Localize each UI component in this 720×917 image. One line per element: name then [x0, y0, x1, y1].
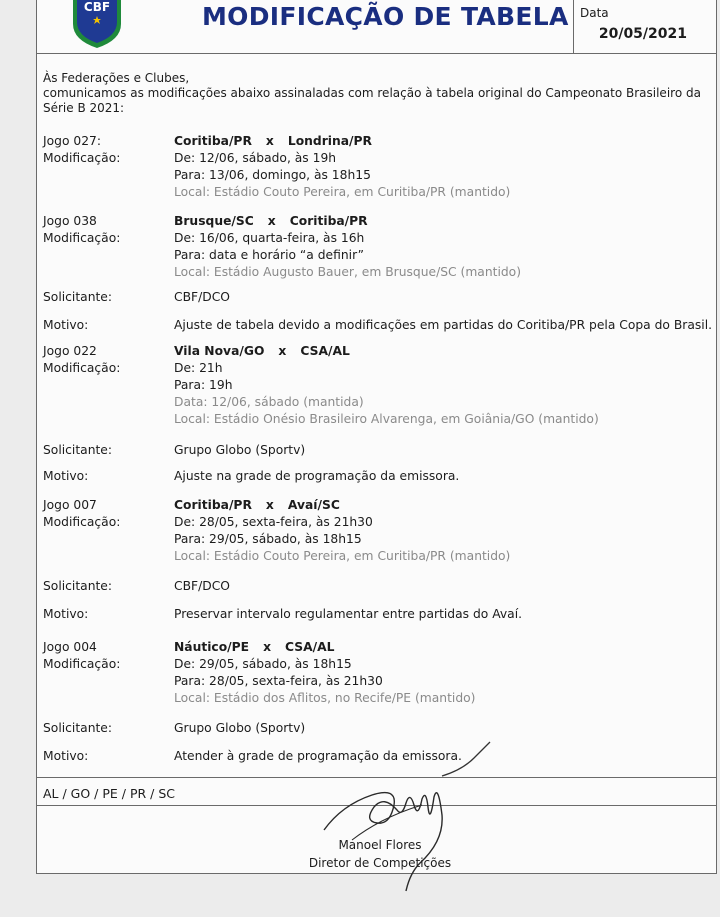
game-label: Jogo 007	[43, 498, 97, 512]
from-line: De: 12/06, sábado, às 19h	[174, 151, 337, 165]
versus-mark: x	[278, 344, 287, 358]
from-line: De: 29/05, sábado, às 18h15	[174, 657, 352, 671]
game-label: Jogo 004	[43, 640, 97, 654]
match-teams	[174, 133, 719, 150]
versus-mark: x	[267, 214, 276, 228]
document-header	[37, 0, 716, 54]
intro-text	[43, 71, 713, 116]
from-line: De: 28/05, sexta-feira, às 21h30	[174, 515, 373, 529]
signer-role: Diretor de Competições	[308, 856, 452, 870]
to-line: Para: 19h	[174, 378, 233, 392]
home-team: Vila Nova/GO	[174, 344, 265, 358]
venue-line: Local: Estádio Onésio Brasileiro Alvarenga, em Goiânia/GO (mantido)	[174, 412, 599, 426]
home-team: Coritiba/PR	[174, 498, 252, 512]
cbf-logo-icon	[67, 0, 127, 48]
away-team: CSA/AL	[285, 640, 335, 654]
venue-line: Local: Estádio dos Aflitos, no Recife/PE (mantido)	[174, 691, 476, 705]
home-team: Náutico/PE	[174, 640, 250, 654]
date-label: Data	[580, 6, 609, 20]
home-team: Brusque/SC	[174, 214, 254, 228]
versus-mark: x	[265, 498, 274, 512]
to-line: Para: data e horário “a definir”	[174, 248, 365, 262]
match-teams	[174, 213, 719, 230]
away-team: Avaí/SC	[287, 498, 340, 512]
game-label: Jogo 027:	[43, 134, 102, 148]
match-teams	[174, 343, 719, 360]
date-kept-line: Data: 12/06, sábado (mantida)	[174, 395, 364, 409]
intro-line-2: comunicamos as modificações abaixo assinaladas com relação à tabela original do Campeonato Brasileiro da Série B 2021:	[43, 86, 701, 115]
match-teams	[174, 497, 719, 514]
modification-label: Modificação:	[43, 515, 121, 529]
federations-list: AL / GO / PE / PR / SC	[43, 786, 175, 801]
signer-name: Manoel Flores	[338, 838, 422, 852]
reason-value: Ajuste de tabela devido a modificações em partidas do Coritiba/PR pela Copa do Brasil.	[174, 318, 713, 332]
venue-line: Local: Estádio Augusto Bauer, em Brusque/SC (mantido)	[174, 265, 522, 279]
page-title: MODIFICAÇÃO DE TABELA	[202, 2, 569, 31]
from-line: De: 16/06, quarta-feira, às 16h	[174, 231, 365, 245]
reason-value: Atender à grade de programação da emissora.	[174, 749, 462, 763]
modification-label: Modificação:	[43, 657, 121, 671]
reason-label: Motivo:	[43, 607, 89, 621]
reason-value: Ajuste na grade de programação da emissora.	[174, 469, 460, 483]
home-team: Coritiba/PR	[174, 134, 252, 148]
date-box	[573, 0, 718, 53]
away-team: CSA/AL	[300, 344, 350, 358]
venue-line: Local: Estádio Couto Pereira, em Curitiba/PR (mantido)	[174, 185, 511, 199]
requester-value: CBF/DCO	[174, 290, 230, 304]
to-line: Para: 29/05, sábado, às 18h15	[174, 532, 362, 546]
versus-mark: x	[265, 134, 274, 148]
requester-value: Grupo Globo (Sportv)	[174, 443, 306, 457]
versus-mark: x	[263, 640, 272, 654]
from-line: De: 21h	[174, 361, 223, 375]
to-line: Para: 13/06, domingo, às 18h15	[174, 168, 371, 182]
modification-label: Modificação:	[43, 151, 121, 165]
date-value: 20/05/2021	[598, 26, 687, 42]
reason-label: Motivo:	[43, 749, 89, 763]
requester-label: Solicitante:	[43, 290, 113, 304]
away-team: Londrina/PR	[287, 134, 373, 148]
modification-label: Modificação:	[43, 231, 121, 245]
game-label: Jogo 022	[43, 344, 97, 358]
reason-value: Preservar intervalo regulamentar entre partidas do Avaí.	[174, 607, 523, 621]
signature-icon	[302, 745, 502, 895]
requester-label: Solicitante:	[43, 721, 113, 735]
document-sheet	[36, 0, 717, 874]
to-line: Para: 28/05, sexta-feira, às 21h30	[174, 674, 383, 688]
logo-text: CBF	[83, 0, 111, 14]
requester-value: Grupo Globo (Sportv)	[174, 721, 306, 735]
requester-label: Solicitante:	[43, 443, 113, 457]
venue-line: Local: Estádio Couto Pereira, em Curitiba/PR (mantido)	[174, 549, 511, 563]
modification-label: Modificação:	[43, 361, 121, 375]
away-team: Coritiba/PR	[289, 214, 368, 228]
reason-label: Motivo:	[43, 469, 89, 483]
match-teams	[174, 639, 719, 656]
game-label: Jogo 038	[43, 214, 97, 228]
requester-label: Solicitante:	[43, 579, 113, 593]
intro-line-1: Às Federações e Clubes,	[43, 71, 190, 85]
reason-label: Motivo:	[43, 318, 89, 332]
requester-value: CBF/DCO	[174, 579, 230, 593]
